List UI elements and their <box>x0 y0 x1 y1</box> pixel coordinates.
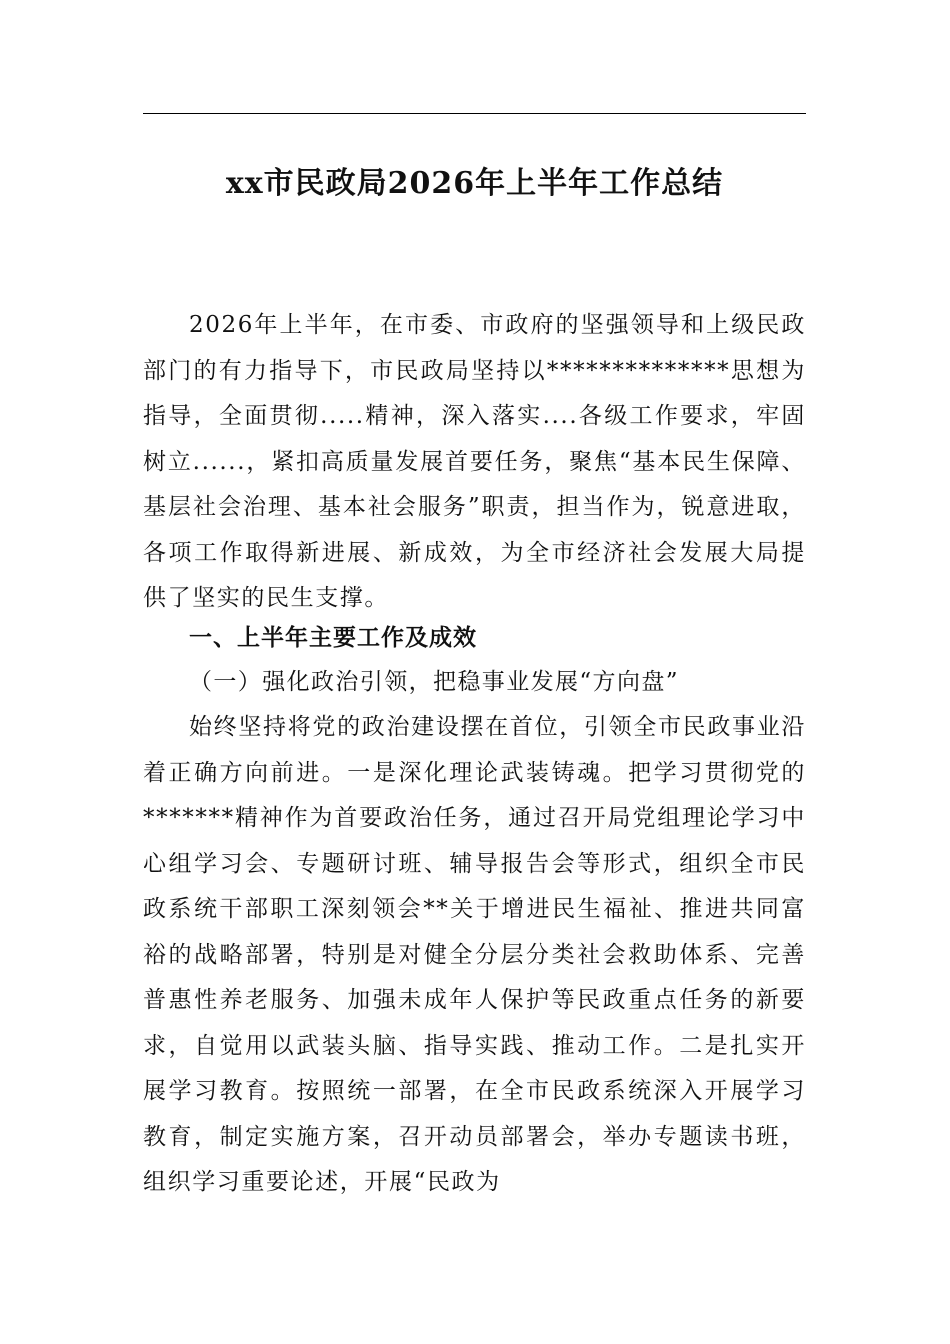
intro-paragraph: 2026年上半年，在市委、市政府的坚强领导和上级民政部门的有力指导下，市民政局坚持以**************思想为指导，全面贯彻.....精神，深入落实....各级工作要求，牢固树立......，紧扣高质量发展首要任务，聚焦“基本民生保障、基层社会治理、基本社会服务”职责，担当作为，锐意进取，各项工作取得新进展、新成效，为全市经济社会发展大局提供了坚实的民生支撑。 <box>143 312 806 611</box>
document-title: xx市民政局2026年上半年工作总结 <box>225 166 724 201</box>
header-rule <box>143 113 806 114</box>
subsection-heading: （一）强化政治引领，把稳事业发展“方向盘” <box>189 669 679 695</box>
section-heading: 一、上半年主要工作及成效 <box>189 625 477 651</box>
body-paragraph: 始终坚持将党的政治建设摆在首位，引领全市民政事业沿着正确方向前进。一是深化理论武装铸魂。把学习贯彻党的*******精神作为首要政治任务，通过召开局党组理论学习中心组学习会、专题研讨班、辅导报告会等形式，组织全市民政系统干部职工深刻领会**关于增进民生福祉、推进共同富裕的战略部署，特别是对健全分层分类社会救助体系、完善普惠性养老服务、加强未成年人保护等民政重点任务的新要求，自觉用以武装头脑、指导实践、推动工作。二是扎实开展学习教育。按照统一部署，在全市民政系统深入开展学习教育，制定实施方案，召开动员部署会，举办专题读书班，组织学习重要论述，开展“民政为 <box>143 714 806 1195</box>
